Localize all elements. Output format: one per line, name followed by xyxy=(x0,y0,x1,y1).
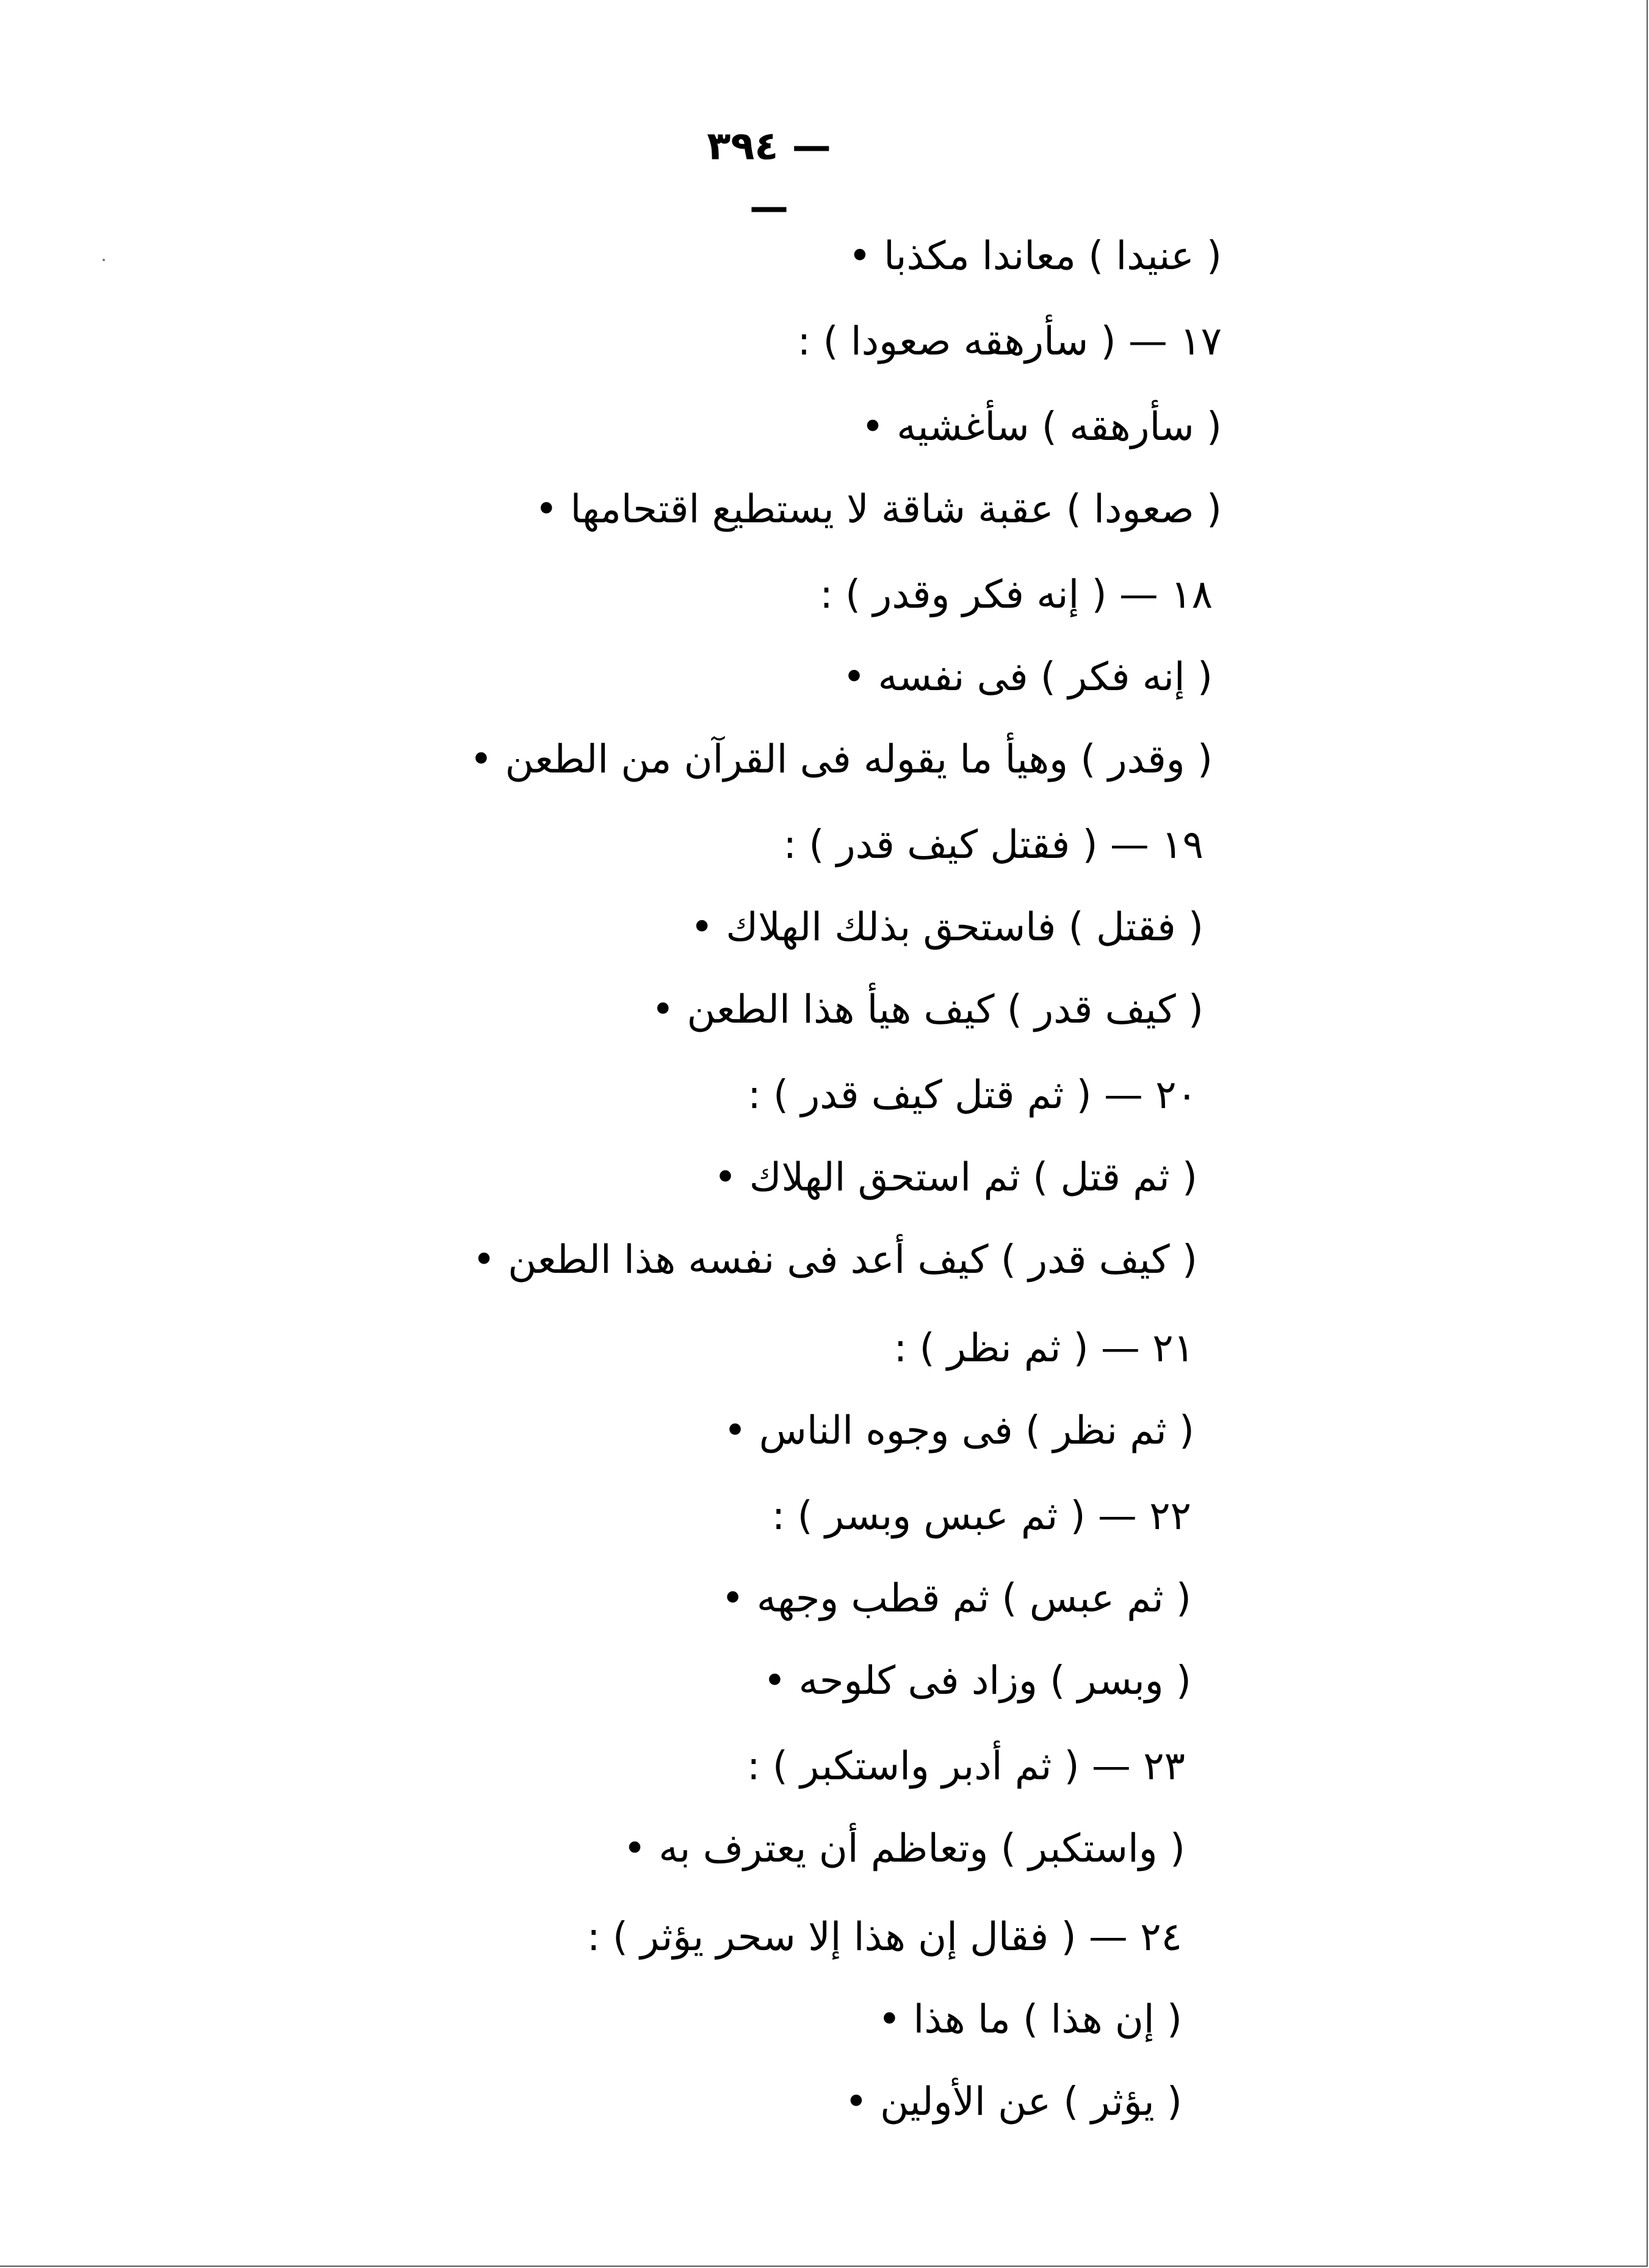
text-line: ( صعودا ) عقبة شاقة لا يستطيع اقتحامها • xyxy=(535,487,1222,532)
text-line: ١٨ — ( إنه فكر وقدر ) : xyxy=(820,572,1213,617)
text-line: ( كيف قدر ) كيف أعد فى نفسه هذا الطعن • xyxy=(472,1237,1197,1283)
text-line: ٢٣ — ( ثم أدبر واستكبر ) : xyxy=(746,1744,1185,1789)
text-line: ١٩ — ( فقتل كيف قدر ) : xyxy=(783,823,1203,868)
text-line: ( واستكبر ) وتعاظم أن يعترف به • xyxy=(623,1826,1185,1871)
text-line: ٢٠ — ( ثم قتل كيف قدر ) : xyxy=(748,1073,1197,1118)
text-line: ( إن هذا ) ما هذا • xyxy=(878,1997,1182,2042)
text-line: ( يؤثر ) عن الأولين • xyxy=(844,2079,1182,2125)
scan-speck xyxy=(103,259,105,261)
text-line: ( فقتل ) فاستحق بذلك الهلاك • xyxy=(690,905,1203,950)
page-number: — ٣٩٤ — xyxy=(707,124,831,230)
text-line: ١٧ — ( سأرهقه صعودا ) : xyxy=(797,319,1222,364)
text-line: ٢٤ — ( فقال إن هذا إلا سحر يؤثر ) : xyxy=(586,1915,1182,1960)
text-line: ( وقدر ) وهيأ ما يقوله فى القرآن من الطعن • xyxy=(469,737,1213,782)
text-line: ٢٢ — ( ثم عبس وبسر ) : xyxy=(771,1494,1191,1539)
text-line: ( إنه فكر ) فى نفسه • xyxy=(842,655,1213,700)
text-line: ( كيف قدر ) كيف هيأ هذا الطعن • xyxy=(651,987,1203,1032)
text-line: ( ثم قتل ) ثم استحق الهلاك • xyxy=(713,1155,1197,1200)
text-line: ( ثم نظر ) فى وجوه الناس • xyxy=(723,1408,1194,1453)
text-line: ( عنيدا ) معاندا مكذبا • xyxy=(848,234,1222,279)
text-line: ( وبسر ) وزاد فى كلوحه • xyxy=(763,1658,1191,1704)
text-line: ٢١ — ( ثم نظر ) : xyxy=(893,1326,1194,1371)
text-line: ( سأرهقه ) سأغشيه • xyxy=(861,405,1222,450)
text-line: ( ثم عبس ) ثم قطب وجهه • xyxy=(721,1576,1191,1621)
